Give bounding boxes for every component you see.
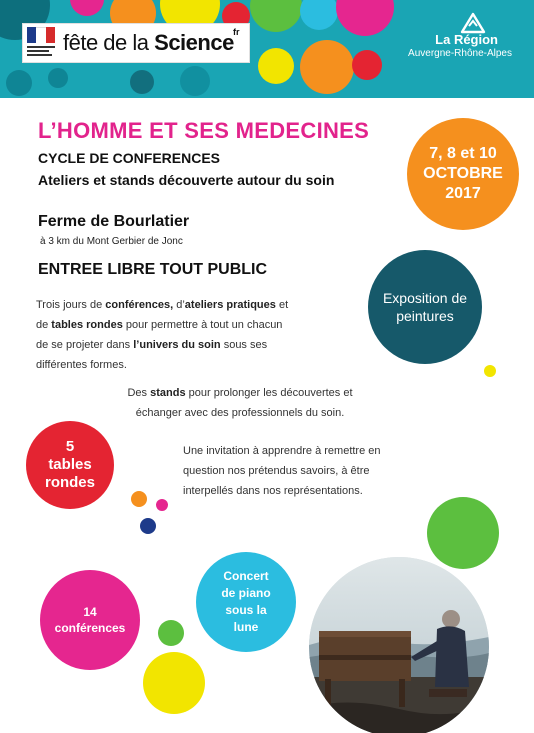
conf-line: conférences xyxy=(54,621,126,635)
decor-dot xyxy=(48,68,68,88)
venue-name: Ferme de Bourlatier xyxy=(38,213,190,230)
round-tables-circle xyxy=(26,421,114,509)
tables-line: rondes xyxy=(44,474,95,491)
mountain-triangle-icon xyxy=(460,12,486,34)
tables-line: 5 xyxy=(65,438,75,455)
text-run: de xyxy=(36,319,52,331)
decor-dot xyxy=(300,0,338,30)
conferences-circle xyxy=(40,570,140,670)
text-run: et xyxy=(275,299,289,311)
intro-paragraph xyxy=(36,295,356,375)
decor-dot xyxy=(258,48,294,84)
decor-dot xyxy=(156,499,168,511)
date-circle xyxy=(407,118,519,230)
text-run: pour permettre à tout un chacun xyxy=(122,319,283,331)
text-run: Une invitation à apprendre à remettre en xyxy=(183,445,381,457)
concert-circle xyxy=(196,552,296,652)
decor-dot xyxy=(484,365,496,377)
text-run-bold: l’univers du soin xyxy=(133,339,221,351)
event-subtitle: Ateliers et stands découverte autour du soin xyxy=(38,172,335,188)
logo-fr-badge: fr xyxy=(233,27,240,37)
decor-dot xyxy=(140,518,156,534)
text-run: Des xyxy=(127,387,151,399)
expo-line: Exposition de xyxy=(382,290,468,306)
logo-science: Science xyxy=(154,30,234,55)
header-band xyxy=(0,0,534,98)
text-run: d’ xyxy=(173,299,185,311)
stands-paragraph xyxy=(110,383,370,423)
text-run: sous ses xyxy=(220,339,268,351)
decor-dot xyxy=(131,491,147,507)
conf-line: 14 xyxy=(83,605,97,619)
concert-line: sous la xyxy=(225,603,267,617)
region-logo xyxy=(380,8,520,60)
text-run: de se projeter dans xyxy=(36,339,134,351)
concert-line: Concert xyxy=(223,569,269,583)
piano-scene-illustration xyxy=(309,557,489,733)
text-run-bold: ateliers pratiques xyxy=(184,299,276,311)
logo-prefix: fête de la xyxy=(63,30,155,55)
event-title: L’HOMME ET SES MEDECINES xyxy=(38,118,370,143)
decor-dot xyxy=(70,0,104,16)
expo-line: peintures xyxy=(396,308,454,324)
invitation-paragraph xyxy=(183,441,423,501)
date-line: OCTOBRE xyxy=(423,165,503,182)
text-run: pour prolonger les découvertes et xyxy=(185,387,353,399)
entry-notice: ENTREE LIBRE TOUT PUBLIC xyxy=(38,261,268,278)
decor-dot xyxy=(250,0,302,32)
concert-line: de piano xyxy=(221,586,271,600)
text-run: question nos prétendus savoirs, à être xyxy=(183,465,370,477)
text-run: Trois jours de xyxy=(36,299,106,311)
tables-line: tables xyxy=(48,456,92,473)
decor-dot xyxy=(6,70,32,96)
region-name: La Région xyxy=(435,32,498,47)
text-run: interpellés dans nos représentations. xyxy=(183,485,363,497)
region-subtitle: Auvergne-Rhône-Alpes xyxy=(408,48,512,59)
logo-wordmark xyxy=(63,30,234,56)
decor-dot xyxy=(130,70,154,94)
decor-dot xyxy=(300,40,354,94)
text-run-bold: tables rondes xyxy=(51,319,123,331)
venue-detail: à 3 km du Mont Gerbier de Jonc xyxy=(40,236,183,247)
decor-dot xyxy=(427,497,499,569)
decor-dot xyxy=(352,50,382,80)
fete-de-la-science-logo xyxy=(22,23,250,63)
cycle-heading: CYCLE DE CONFERENCES xyxy=(38,150,221,166)
text-run: différentes formes. xyxy=(36,359,127,371)
marianne-flag-icon xyxy=(27,27,55,57)
text-run-bold: stands xyxy=(150,387,186,399)
concert-line: lune xyxy=(233,620,259,634)
exhibition-circle xyxy=(368,250,482,364)
piano-photo xyxy=(309,557,489,733)
decor-dot xyxy=(158,620,184,646)
decor-dot xyxy=(180,66,210,96)
text-run-bold: conférences, xyxy=(105,299,174,311)
date-line: 2017 xyxy=(445,185,481,202)
text-run: échanger avec des professionnels du soin. xyxy=(135,407,345,419)
date-line: 7, 8 et 10 xyxy=(429,145,497,162)
decor-dot xyxy=(143,652,205,714)
